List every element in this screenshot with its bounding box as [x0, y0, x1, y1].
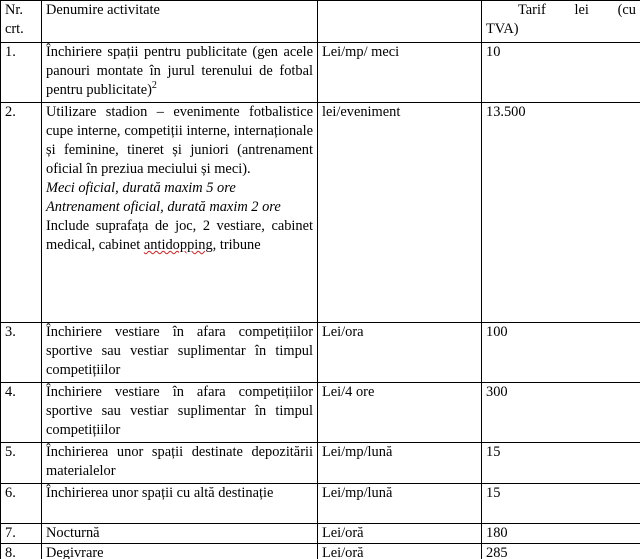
row-tarif: 15: [482, 484, 640, 524]
header-activity: Denumire activitate: [42, 1, 318, 43]
row-activity: Închirierea unor spații destinate depozitării materialelor: [42, 443, 318, 484]
row-activity: Închiriere spații pentru publicitate (gen acele panouri montate în jurul terenului de fotbal pentru publicitate)$^2$: [42, 43, 318, 103]
row-tarif: 13.500: [482, 103, 640, 323]
table-row: [1, 544, 640, 559]
table-header-row: [1, 1, 640, 43]
row-tarif: 15: [482, 443, 640, 484]
table-row: [1, 443, 640, 484]
table-row: [1, 383, 640, 443]
spellcheck-word: antidopping: [143, 237, 213, 253]
row-activity: Închiriere vestiare în afara competițiilor sportive sau vestiar suplimentar în timpul competițiilor: [42, 383, 318, 443]
table-row: [1, 323, 640, 383]
row-unit: lei/eveniment: [318, 103, 482, 323]
row-nr: 3.: [1, 323, 42, 383]
table-row: [1, 103, 640, 323]
row-unit: Lei/mp/ meci: [318, 43, 482, 103]
row-unit: Lei/mp/lună: [318, 484, 482, 524]
row-activity: Nocturnă: [42, 524, 318, 544]
row-nr: 8.: [1, 544, 42, 559]
row-nr: 4.: [1, 383, 42, 443]
table-row: [1, 484, 640, 524]
header-unit: [318, 1, 482, 43]
row-activity: Închirierea unor spații cu altă destinație: [42, 484, 318, 524]
row-tarif: 100: [482, 323, 640, 383]
row-tarif: 285: [482, 544, 640, 559]
row-tarif: 300: [482, 383, 640, 443]
row-tarif: 10: [482, 43, 640, 103]
row-unit: Lei/ora: [318, 323, 482, 383]
row-activity: Degivrare: [42, 544, 318, 559]
row-unit: Lei/4 ore: [318, 383, 482, 443]
row-unit: Lei/mp/lună: [318, 443, 482, 484]
row-nr: 1.: [1, 43, 42, 103]
row-activity: Închiriere vestiare în afara competițiilor sportive sau vestiar suplimentar în timpul competițiilor: [42, 323, 318, 383]
table-row: [1, 524, 640, 544]
header-nr: Nr. crt.: [1, 1, 42, 43]
row-tarif: 180: [482, 524, 640, 544]
row-nr: 6.: [1, 484, 42, 524]
row-unit: Lei/oră: [318, 544, 482, 559]
footnote-marker: 2: [151, 80, 157, 92]
row-nr: 7.: [1, 524, 42, 544]
row-nr: 2.: [1, 103, 42, 323]
row-nr: 5.: [1, 443, 42, 484]
row-activity: Utilizare stadion – evenimente fotbalistice cupe interne, competiții interne, internaționale și feminine, tineret și juniori (antrenament oficial în preziua meciului și meci). Meci oficial, durată maxim 5 ore Antrenament oficial, durată maxim 2 ore Include suprafața de joc, 2 vestiare, cabinet medical, cabinet antidopping, tribune: [42, 103, 318, 323]
row-unit: Lei/oră: [318, 524, 482, 544]
header-tarif: Tarif lei (cu TVA): [482, 1, 640, 43]
table-row: [1, 43, 640, 103]
